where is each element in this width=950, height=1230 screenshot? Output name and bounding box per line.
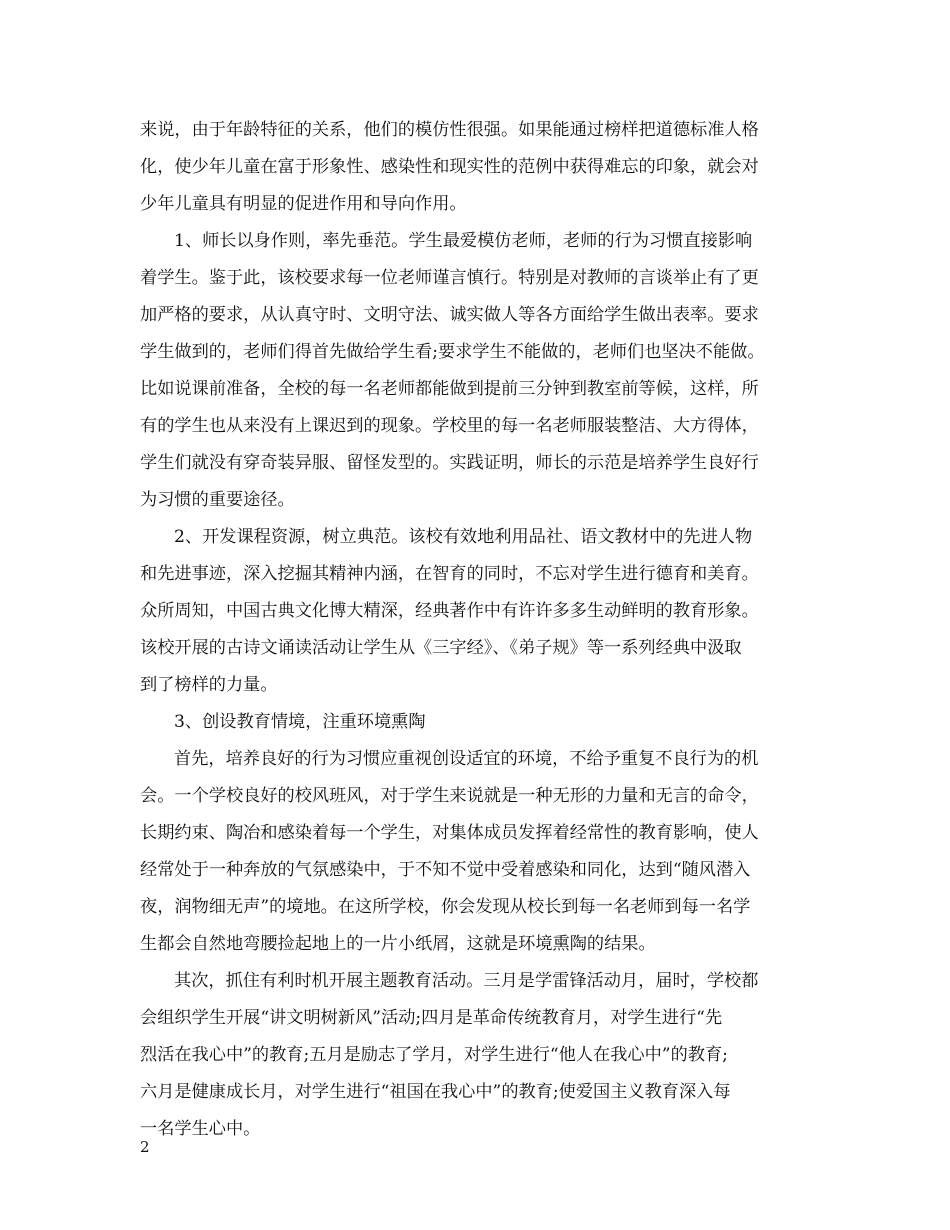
text-line: 少年儿童具有明显的促进作用和导向作用。 xyxy=(140,194,467,214)
text-line: 有的学生也从来没有上课迟到的现象。学校里的每一名老师服装整洁、大方得体， xyxy=(140,416,759,436)
text-line: 长期约束、陶冶和感染着每一个学生，对集体成员发挥着经常性的教育影响，使人 xyxy=(140,823,759,843)
text-line: 会组织学生开展“讲文明树新风”活动;四月是革命传统教育月，对学生进行“先 xyxy=(140,1008,723,1028)
text-line: 着学生。鉴于此，该校要求每一位老师谨言慎行。特别是对教师的言谈举止有了更 xyxy=(140,268,759,288)
text-line: 学生们就没有穿奇装异服、留怪发型的。实践证明，师长的示范是培养学生良好行 xyxy=(140,453,759,473)
text-line: 比如说课前准备，全校的每一名老师都能做到提前三分钟到教室前等候，这样，所 xyxy=(140,379,759,399)
text-line: 六月是健康成长月，对学生进行“祖国在我心中”的教育;使爱国主义教育深入每 xyxy=(140,1082,731,1102)
text-line: 烈活在我心中”的教育;五月是励志了学月，对学生进行“他人在我心中”的教育; xyxy=(140,1045,728,1065)
text-line: 1、师长以身作则，率先垂范。学生最爱模仿老师，老师的行为习惯直接影响 xyxy=(174,231,753,251)
text-line: 学生做到的，老师们得首先做给学生看;要求学生不能做的，老师们也坚决不能做。 xyxy=(140,342,765,362)
text-line: 夜，润物细无声”的境地。在这所学校，你会发现从校长到每一名老师到每一名学 xyxy=(140,897,751,917)
text-line: 到了榜样的力量。 xyxy=(140,675,278,695)
text-line: 会。一个学校良好的校风班风，对于学生来说就是一种无形的力量和无言的命令， xyxy=(140,786,759,806)
text-line: 经常处于一种奔放的气氛感染中，于不知不觉中受着感染和同化，达到“随风潜入 xyxy=(140,860,751,880)
text-line: 和先进事迹，深入挖掘其精神内涵，在智育的同时，不忘对学生进行德育和美育。 xyxy=(140,564,759,584)
text-line: 该校开展的古诗文诵读活动让学生从《三字经》、《弟子规》等一系列经典中汲取 xyxy=(140,638,742,658)
text-line: 化，使少年儿童在富于形象性、感染性和现实性的范例中获得难忘的印象，就会对 xyxy=(140,157,759,177)
text-line: 为习惯的重要途径。 xyxy=(140,490,295,510)
page-number: 2 xyxy=(140,1138,150,1156)
section-heading: 3、创设教育情境，注重环境熏陶 xyxy=(174,712,426,732)
text-line: 其次，抓住有利时机开展主题教育活动。三月是学雷锋活动月，届时，学校都 xyxy=(174,971,759,991)
text-line: 来说，由于年龄特征的关系，他们的模仿性很强。如果能通过榜样把道德标准人格 xyxy=(140,120,759,140)
text-line: 2、开发课程资源，树立典范。该校有效地利用品社、语文教材中的先进人物 xyxy=(174,527,753,547)
text-line: 众所周知，中国古典文化博大精深，经典著作中有许许多多生动鲜明的教育形象。 xyxy=(140,601,759,621)
body-text xyxy=(140,112,820,1148)
text-line: 加严格的要求，从认真守时、文明守法、诚实做人等各方面给学生做出表率。要求 xyxy=(140,305,759,325)
text-line: 生都会自然地弯腰捡起地上的一片小纸屑，这就是环境熏陶的结果。 xyxy=(140,934,656,954)
text-line: 一名学生心中。 xyxy=(140,1119,261,1139)
text-line: 首先，培养良好的行为习惯应重视创设适宜的环境，不给予重复不良行为的机 xyxy=(174,749,759,769)
